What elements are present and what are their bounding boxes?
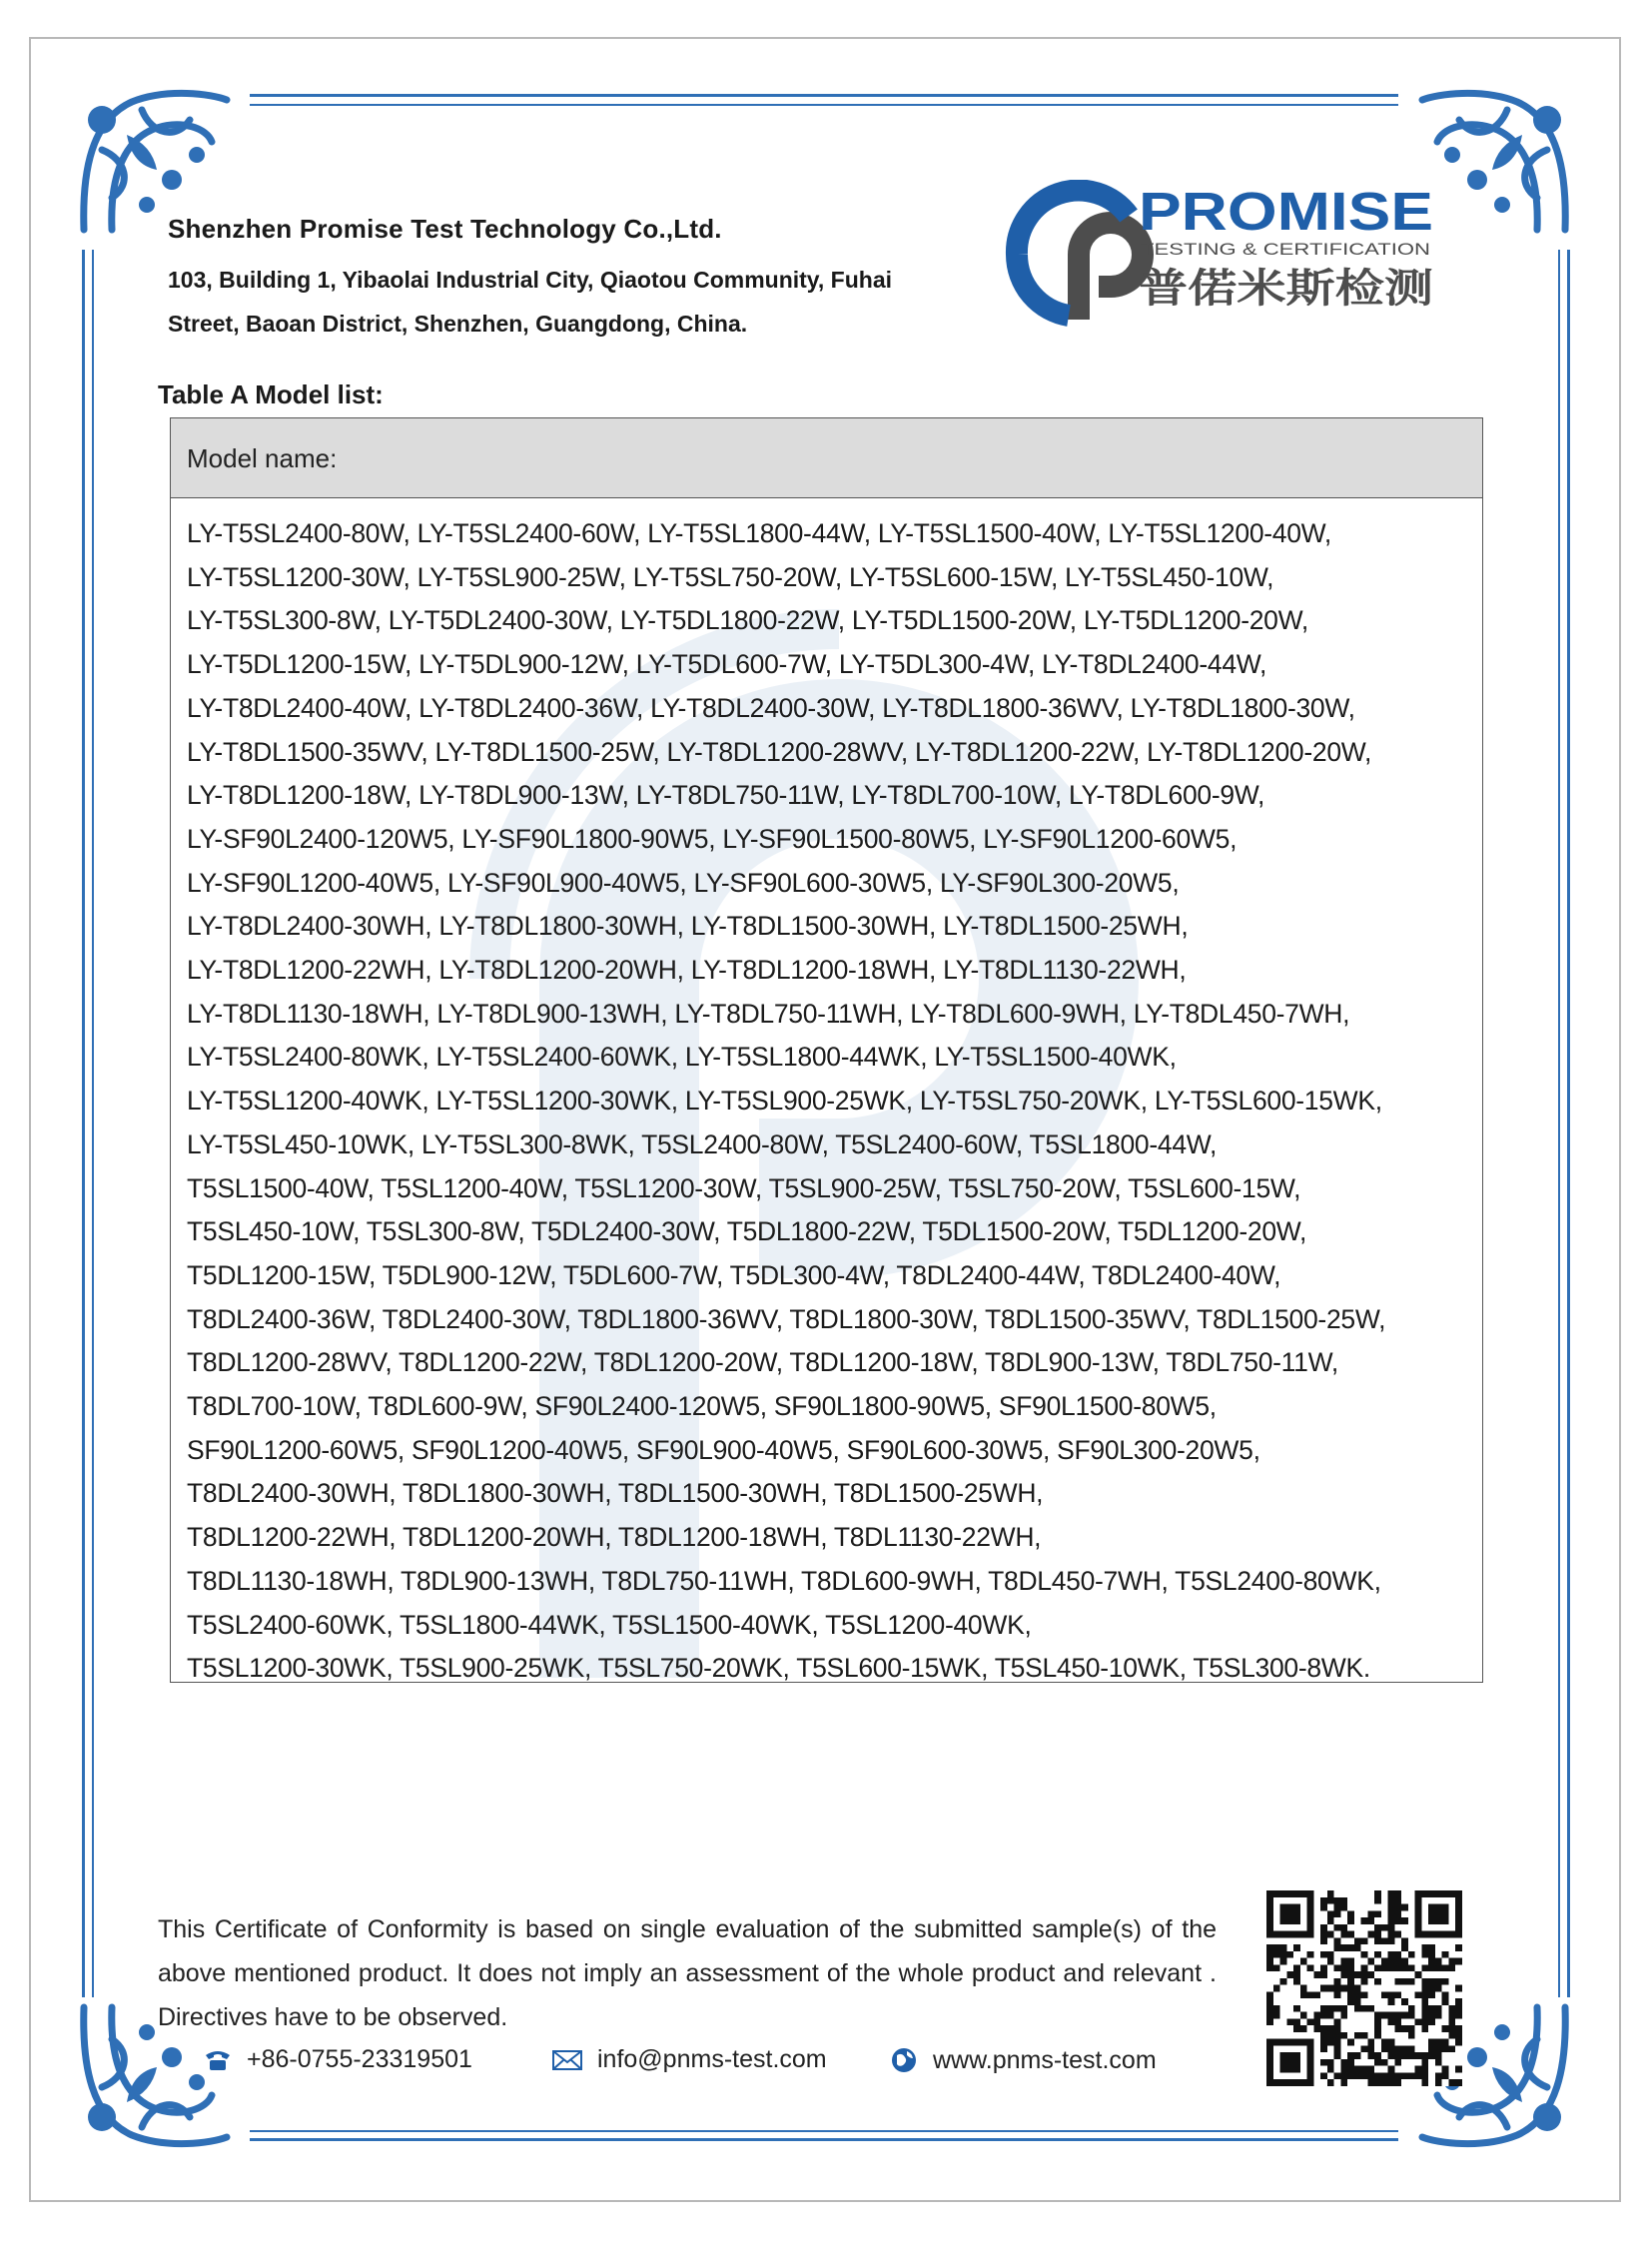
frame-top-line-2	[250, 104, 1398, 106]
model-line: LY-T8DL2400-40W, LY-T8DL2400-36W, LY-T8DL2400-30W, LY-T8DL1800-36WV, LY-T8DL1800-30W,	[187, 692, 1355, 723]
model-line: LY-T5SL2400-80WK, LY-T5SL2400-60WK, LY-T5SL1800-44WK, LY-T5SL1500-40WK,	[187, 1042, 1177, 1073]
model-line: T5SL1200-30WK, T5SL900-25WK, T5SL750-20WK, T5SL600-15WK, T5SL450-10WK, T5SL300-8WK.	[187, 1653, 1370, 1684]
address-line: 103, Building 1, Yibaolai Industrial City, Qiaotou Community, Fuhai	[168, 267, 893, 293]
model-line: LY-SF90L1200-40W5, LY-SF90L900-40W5, LY-SF90L600-30W5, LY-SF90L300-20W5,	[187, 867, 1180, 898]
contact-website[interactable]	[889, 2045, 1157, 2075]
company-name: Shenzhen Promise Test Technology Co.,Ltd.	[168, 214, 722, 244]
table-header: Model name:	[171, 418, 1482, 498]
frame-bottom-line-2	[250, 2138, 1398, 2141]
promise-logo	[999, 180, 1438, 330]
model-line: LY-T5SL2400-80W, LY-T5SL2400-60W, LY-T5SL1800-44W, LY-T5SL1500-40W, LY-T5SL1200-40W,	[187, 518, 1331, 548]
model-line: LY-T5SL1200-30W, LY-T5SL900-25W, LY-T5SL750-20W, LY-T5SL600-15W, LY-T5SL450-10W,	[187, 561, 1274, 592]
model-line: LY-T8DL2400-30WH, LY-T8DL1800-30WH, LY-T8DL1500-30WH, LY-T8DL1500-25WH,	[187, 911, 1189, 942]
model-line: LY-SF90L2400-120W5, LY-SF90L1800-90W5, LY-SF90L1500-80W5, LY-SF90L1200-60W5,	[187, 823, 1238, 854]
model-line: T8DL700-10W, T8DL600-9W, SF90L2400-120W5, SF90L1800-90W5, SF90L1500-80W5,	[187, 1391, 1217, 1422]
email-address[interactable]: info@pnms-test.com	[597, 2045, 827, 2073]
contact-email[interactable]	[551, 2045, 827, 2074]
model-line: LY-T5SL450-10WK, LY-T5SL300-8WK, T5SL2400-80W, T5SL2400-60W, T5SL1800-44W,	[187, 1128, 1218, 1159]
model-line: T8DL1130-18WH, T8DL900-13WH, T8DL750-11WH, T8DL600-9WH, T8DL450-7WH, T5SL2400-80WK,	[187, 1565, 1381, 1596]
company-address	[168, 258, 967, 346]
model-line: LY-T5SL300-8W, LY-T5DL2400-30W, LY-T5DL1800-22W, LY-T5DL1500-20W, LY-T5DL1200-20W,	[187, 605, 1308, 636]
frame-right-line-1	[1558, 250, 1560, 1997]
model-line: T5DL1200-15W, T5DL900-12W, T5DL600-7W, T5DL300-4W, T8DL2400-44W, T8DL2400-40W,	[187, 1259, 1281, 1290]
phone-icon	[203, 2048, 233, 2072]
model-line: T8DL2400-30WH, T8DL1800-30WH, T8DL1500-30WH, T8DL1500-25WH,	[187, 1478, 1044, 1509]
model-line: LY-T8DL1500-35WV, LY-T8DL1500-25W, LY-T8DL1200-28WV, LY-T8DL1200-22W, LY-T8DL1200-20W,	[187, 736, 1372, 767]
model-line: LY-T8DL1130-18WH, LY-T8DL900-13WH, LY-T8DL750-11WH, LY-T8DL600-9WH, LY-T8DL450-7WH,	[187, 998, 1350, 1029]
model-line: T8DL2400-36W, T8DL2400-30W, T8DL1800-36WV, T8DL1800-30W, T8DL1500-35WV, T8DL1500-25W,	[187, 1303, 1386, 1334]
model-line: T5SL1500-40W, T5SL1200-40W, T5SL1200-30W, T5SL900-25W, T5SL750-20W, T5SL600-15W,	[187, 1172, 1301, 1203]
frame-left-line-2	[92, 250, 94, 1997]
address-line: Street, Baoan District, Shenzhen, Guangdong, China.	[168, 311, 748, 337]
model-line: T5SL450-10W, T5SL300-8W, T5DL2400-30W, T5DL1800-22W, T5DL1500-20W, T5DL1200-20W,	[187, 1216, 1307, 1247]
website-url[interactable]: www.pnms-test.com	[933, 2045, 1157, 2074]
model-line: LY-T5DL1200-15W, LY-T5DL900-12W, LY-T5DL600-7W, LY-T5DL300-4W, LY-T8DL2400-44W,	[187, 649, 1267, 680]
logo-tagline-text: TESTING & CERTIFICATION	[1141, 240, 1430, 259]
logo-chinese-text: 普偌米斯检测	[1139, 266, 1433, 312]
table-title: Table A Model list:	[158, 379, 384, 409]
model-list-table	[170, 417, 1483, 1683]
globe-icon	[889, 2045, 919, 2075]
frame-left-line-1	[82, 250, 85, 1997]
phone-number: +86-0755-23319501	[247, 2045, 472, 2073]
model-line: T8DL1200-22WH, T8DL1200-20WH, T8DL1200-18WH, T8DL1130-22WH,	[187, 1522, 1042, 1553]
contact-phone	[203, 2045, 472, 2074]
frame-top-line-1	[250, 94, 1398, 97]
mail-icon	[551, 2048, 583, 2072]
model-line: LY-T8DL1200-22WH, LY-T8DL1200-20WH, LY-T8DL1200-18WH, LY-T8DL1130-22WH,	[187, 955, 1187, 986]
frame-bottom-line-1	[250, 2130, 1398, 2132]
qr-code[interactable]	[1266, 1890, 1462, 2086]
model-line: T5SL2400-60WK, T5SL1800-44WK, T5SL1500-40WK, T5SL1200-40WK,	[187, 1609, 1032, 1640]
model-line: T8DL1200-28WV, T8DL1200-22W, T8DL1200-20W, T8DL1200-18W, T8DL900-13W, T8DL750-11W,	[187, 1347, 1338, 1378]
model-list-body	[171, 498, 1482, 1691]
model-line: LY-T5SL1200-40WK, LY-T5SL1200-30WK, LY-T5SL900-25WK, LY-T5SL750-20WK, LY-T5SL600-15WK,	[187, 1086, 1382, 1117]
logo-brand-text: PROMISE	[1139, 182, 1433, 242]
model-line: SF90L1200-60W5, SF90L1200-40W5, SF90L900-40W5, SF90L600-30W5, SF90L300-20W5,	[187, 1434, 1260, 1465]
model-line: LY-T8DL1200-18W, LY-T8DL900-13W, LY-T8DL750-11W, LY-T8DL700-10W, LY-T8DL600-9W,	[187, 780, 1265, 811]
frame-right-line-2	[1567, 250, 1570, 1997]
disclaimer-text: This Certificate of Conformity is based on single evaluation of the submitted sample(s) of the above mentioned product. It does not imply an assessment of the whole product and relevant . Directives have to be observed.	[158, 1915, 1217, 2031]
